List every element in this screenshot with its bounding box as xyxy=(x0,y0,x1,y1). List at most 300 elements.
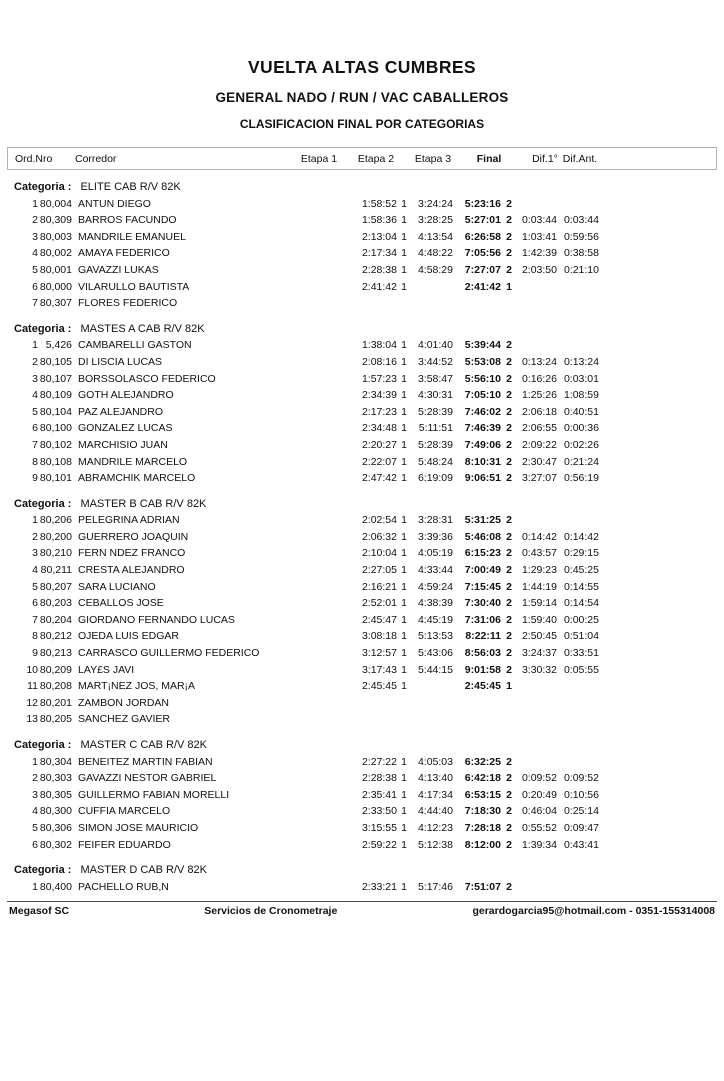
cell-stage-count-2 xyxy=(501,295,517,312)
cell-dif-first xyxy=(517,279,557,296)
header-final: Final xyxy=(476,153,502,165)
header-ord-nro: Ord.Nro xyxy=(15,153,53,165)
cell-position: 8 xyxy=(32,630,38,643)
cell-bib-number: 80,305 xyxy=(39,788,72,801)
cell-stage-count-2: 2 xyxy=(506,788,512,801)
cell-stage-count-1: 1 xyxy=(401,772,407,785)
cell-etapa2-time: 2:52:01 xyxy=(361,597,397,610)
table-row xyxy=(0,837,724,854)
cell-etapa3-time: 3:24:24 xyxy=(417,197,453,210)
cell-dif-first: 0:16:26 xyxy=(521,372,557,385)
cell-stage-count-1: 1 xyxy=(401,630,407,643)
table-row xyxy=(0,454,724,471)
category-label xyxy=(0,321,724,338)
cell-position: 4 xyxy=(32,389,38,402)
cell-etapa2-time: 3:12:57 xyxy=(361,647,397,660)
cell-runner-name: OJEDA LUIS EDGAR xyxy=(78,630,179,643)
cell-dif-ant: 0:21:24 xyxy=(563,455,599,468)
table-row xyxy=(0,662,724,679)
cell-dif-ant: 0:13:24 xyxy=(563,355,599,368)
cell-final-time xyxy=(453,295,501,312)
cell-etapa2-time: 3:17:43 xyxy=(361,663,397,676)
category-name: ELITE CAB R/V 82K xyxy=(80,181,181,193)
table-row xyxy=(0,545,724,562)
cell-stage-count-2: 2 xyxy=(506,455,512,468)
cell-etapa3-time: 4:01:40 xyxy=(417,339,453,352)
cell-etapa3-time: 5:43:06 xyxy=(417,647,453,660)
cell-etapa2-time: 1:58:52 xyxy=(361,197,397,210)
cell-dif-first: 1:59:40 xyxy=(521,613,557,626)
cell-final-time: 6:42:18 xyxy=(464,772,501,785)
cell-final-time: 6:32:25 xyxy=(464,755,501,768)
cell-bib-number: 80,212 xyxy=(39,630,72,643)
cell-position: 4 xyxy=(32,805,38,818)
cell-stage-count-2 xyxy=(501,711,517,728)
category-name: MASTES A CAB R/V 82K xyxy=(80,322,205,335)
cell-runner-name: FERN NDEZ FRANCO xyxy=(78,547,186,560)
cell-dif-ant: 0:14:42 xyxy=(563,530,599,543)
cell-final-time xyxy=(453,695,501,712)
table-row xyxy=(0,803,724,820)
cell-runner-name: GAVAZZI LUKAS xyxy=(78,263,159,276)
page-heading: CLASIFICACION FINAL POR CATEGORIAS xyxy=(239,117,485,131)
cell-etapa3-time: 5:12:38 xyxy=(417,838,453,851)
cell-runner-name: CUFFIA MARCELO xyxy=(78,805,171,818)
cell-runner-name: PACHELLO RUB,N xyxy=(78,880,169,893)
cell-position: 5 xyxy=(32,263,38,276)
table-row xyxy=(0,770,724,787)
cell-runner-name: GONZALEZ LUCAS xyxy=(78,422,173,435)
cell-etapa2-time xyxy=(332,295,397,312)
cell-stage-count-1: 1 xyxy=(401,647,407,660)
cell-stage-count-1: 1 xyxy=(401,455,407,468)
cell-final-time: 7:30:40 xyxy=(464,597,501,610)
cell-final-time: 2:41:42 xyxy=(464,280,501,293)
table-row xyxy=(0,787,724,804)
cell-stage-count-2: 2 xyxy=(506,564,512,577)
cell-etapa2-time: 2:08:16 xyxy=(361,355,397,368)
cell-stage-count-1: 1 xyxy=(401,564,407,577)
table-row xyxy=(0,470,724,487)
cell-runner-name: GIORDANO FERNANDO LUCAS xyxy=(78,613,235,626)
cell-etapa3-time: 3:28:31 xyxy=(417,514,453,527)
cell-dif-first: 0:09:52 xyxy=(521,772,557,785)
cell-runner-name: AMAYA FEDERICO xyxy=(78,247,170,260)
cell-stage-count-1: 1 xyxy=(401,355,407,368)
category-rows xyxy=(0,512,724,728)
category-label xyxy=(0,737,724,754)
cell-runner-name: ABRAMCHIK MARCELO xyxy=(78,472,196,485)
cell-etapa2-time: 2:33:50 xyxy=(361,805,397,818)
cell-bib-number: 80,004 xyxy=(39,197,72,210)
cell-bib-number: 80,205 xyxy=(39,713,72,726)
cell-final-time: 7:31:06 xyxy=(464,613,501,626)
cell-etapa3-time: 4:30:31 xyxy=(417,389,453,402)
cell-final-time: 6:15:23 xyxy=(464,547,501,560)
cell-stage-count-1: 1 xyxy=(401,247,407,260)
cell-dif-first: 2:09:22 xyxy=(521,438,557,451)
cell-dif-ant: 0:14:55 xyxy=(563,580,599,593)
cell-runner-name: CARRASCO GUILLERMO FEDERICO xyxy=(78,647,260,660)
cell-runner-name: GAVAZZI NESTOR GABRIEL xyxy=(78,772,217,785)
cell-dif-ant: 0:38:58 xyxy=(563,247,599,260)
cell-final-time: 2:45:45 xyxy=(464,680,501,693)
cell-dif-ant: 0:14:54 xyxy=(563,597,599,610)
cell-etapa3-time: 6:19:09 xyxy=(417,472,453,485)
header-dif-first: Dif.1° xyxy=(532,153,558,165)
cell-bib-number: 80,211 xyxy=(40,564,72,577)
cell-stage-count-1: 1 xyxy=(401,805,407,818)
cell-bib-number: 80,300 xyxy=(39,805,72,818)
cell-dif-ant: 0:25:14 xyxy=(563,805,599,818)
cell-etapa3-time: 3:58:47 xyxy=(417,372,453,385)
cell-stage-count-2: 2 xyxy=(506,389,512,402)
cell-etapa2-time: 2:13:04 xyxy=(361,230,397,243)
category-rows xyxy=(0,337,724,486)
cell-stage-count-1: 1 xyxy=(401,755,407,768)
cell-runner-name: GOTH ALEJANDRO xyxy=(78,389,174,402)
cell-runner-name: MART¡NEZ JOS, MAR¡A xyxy=(78,680,196,693)
cell-dif-first: 3:30:32 xyxy=(521,663,557,676)
table-row xyxy=(0,628,724,645)
cell-position: 1 xyxy=(32,755,38,768)
cell-dif-first: 2:03:50 xyxy=(521,263,557,276)
page-title: VUELTA ALTAS CUMBRES xyxy=(247,57,477,77)
cell-dif-first: 0:55:52 xyxy=(521,821,557,834)
cell-position: 3 xyxy=(32,230,38,243)
cell-dif-first xyxy=(517,879,557,896)
footer-service: Servicios de Cronometraje xyxy=(204,905,338,918)
table-row xyxy=(0,404,724,421)
cell-etapa3-time: 4:48:22 xyxy=(417,247,453,260)
cell-dif-first xyxy=(517,512,557,529)
cell-etapa3-time xyxy=(411,711,453,728)
cell-final-time: 5:27:01 xyxy=(464,214,501,227)
cell-bib-number: 80,400 xyxy=(39,880,72,893)
table-row xyxy=(0,437,724,454)
cell-etapa3-time: 4:05:19 xyxy=(417,547,453,560)
cell-stage-count-2: 2 xyxy=(506,197,512,210)
category-name: MASTER B CAB R/V 82K xyxy=(80,497,207,510)
cell-stage-count-2: 2 xyxy=(506,514,512,527)
cell-stage-count-1: 1 xyxy=(401,197,407,210)
cell-stage-count-1: 1 xyxy=(401,339,407,352)
table-row xyxy=(0,695,724,712)
cell-stage-count-1: 1 xyxy=(401,230,407,243)
cell-etapa3-time: 4:44:40 xyxy=(417,805,453,818)
cell-stage-count-2: 2 xyxy=(506,630,512,643)
cell-position: 5 xyxy=(32,580,38,593)
header-dif-ant: Dif.Ant. xyxy=(562,153,598,165)
cell-runner-name: MARCHISIO JUAN xyxy=(78,438,168,451)
cell-bib-number: 80,100 xyxy=(39,422,72,435)
cell-etapa3-time: 5:11:51 xyxy=(418,422,453,435)
cell-stage-count-2: 2 xyxy=(506,422,512,435)
cell-dif-ant xyxy=(557,196,599,213)
cell-final-time: 7:51:07 xyxy=(464,880,501,893)
table-row xyxy=(0,420,724,437)
cell-dif-ant: 0:51:04 xyxy=(563,630,599,643)
cell-position: 4 xyxy=(32,564,38,577)
cell-stage-count-1 xyxy=(397,295,411,312)
cell-final-time: 7:49:06 xyxy=(464,438,501,451)
table-row xyxy=(0,262,724,279)
cell-etapa2-time: 2:59:22 xyxy=(361,838,397,851)
cell-position: 7 xyxy=(32,438,38,451)
cell-bib-number: 80,207 xyxy=(39,580,72,593)
cell-etapa2-time: 2:27:05 xyxy=(361,564,397,577)
cell-dif-first xyxy=(517,678,557,695)
cell-runner-name: DI LISCIA LUCAS xyxy=(78,355,163,368)
cell-runner-name: CAMBARELLI GASTON xyxy=(78,339,192,352)
cell-etapa3-time: 4:13:54 xyxy=(417,230,453,243)
cell-etapa2-time: 1:38:04 xyxy=(361,339,397,352)
cell-stage-count-1: 1 xyxy=(401,580,407,593)
cell-stage-count-1: 1 xyxy=(401,405,407,418)
cell-final-time: 7:15:45 xyxy=(464,580,501,593)
cell-etapa3-time: 5:28:39 xyxy=(417,405,453,418)
cell-stage-count-1: 1 xyxy=(401,838,407,851)
cell-dif-ant: 0:45:25 xyxy=(563,564,599,577)
cell-stage-count-2: 2 xyxy=(506,597,512,610)
table-row xyxy=(0,645,724,662)
cell-final-time xyxy=(453,711,501,728)
cell-etapa3-time xyxy=(411,295,453,312)
cell-etapa3-time: 5:44:15 xyxy=(417,663,453,676)
cell-dif-first: 1:25:26 xyxy=(521,389,557,402)
cell-etapa2-time: 2:34:39 xyxy=(361,389,397,402)
cell-final-time: 9:06:51 xyxy=(464,472,501,485)
cell-etapa2-time: 2:22:07 xyxy=(361,455,397,468)
cell-dif-first xyxy=(517,196,557,213)
cell-position: 2 xyxy=(32,530,38,543)
cell-dif-first: 0:03:44 xyxy=(521,214,557,227)
cell-stage-count-1: 1 xyxy=(401,530,407,543)
cell-dif-ant xyxy=(557,879,599,896)
cell-stage-count-1: 1 xyxy=(401,821,407,834)
cell-dif-ant xyxy=(557,337,599,354)
table-header-row xyxy=(7,147,717,170)
cell-stage-count-1: 1 xyxy=(401,422,407,435)
cell-dif-ant: 0:05:55 xyxy=(563,663,599,676)
cell-dif-ant: 0:21:10 xyxy=(563,263,599,276)
cell-etapa3-time: 4:17:34 xyxy=(417,788,453,801)
cell-stage-count-1 xyxy=(397,711,411,728)
cell-stage-count-2: 2 xyxy=(506,405,512,418)
cell-etapa2-time: 3:08:18 xyxy=(361,630,397,643)
category-section xyxy=(0,321,724,487)
cell-position: 7 xyxy=(32,297,38,310)
cell-position: 3 xyxy=(32,372,38,385)
cell-stage-count-2: 2 xyxy=(506,772,512,785)
category-name: MASTER C CAB R/V 82K xyxy=(80,739,208,751)
cell-stage-count-1: 1 xyxy=(401,372,407,385)
cell-etapa2-time: 2:28:38 xyxy=(361,772,397,785)
cell-dif-ant xyxy=(557,678,599,695)
cell-etapa3-time: 5:28:39 xyxy=(417,438,453,451)
header-corredor: Corredor xyxy=(75,153,117,165)
cell-final-time: 7:28:18 xyxy=(464,821,501,834)
cell-etapa3-time: 4:05:03 xyxy=(417,755,453,768)
cell-final-time: 7:05:56 xyxy=(464,247,501,260)
cell-stage-count-2: 2 xyxy=(506,613,512,626)
cell-position: 13 xyxy=(26,713,38,726)
cell-final-time: 8:22:11 xyxy=(465,630,501,643)
cell-position: 1 xyxy=(32,197,38,210)
cell-final-time: 5:46:08 xyxy=(464,530,501,543)
cell-dif-ant: 1:08:59 xyxy=(563,389,599,402)
results-document xyxy=(0,57,724,1081)
cell-stage-count-2: 2 xyxy=(506,355,512,368)
cell-stage-count-1: 1 xyxy=(401,472,407,485)
cell-stage-count-1: 1 xyxy=(401,788,407,801)
cell-position: 10 xyxy=(26,663,38,676)
cell-dif-first: 2:06:18 xyxy=(521,405,557,418)
cell-dif-first: 3:24:37 xyxy=(521,647,557,660)
cell-runner-name: BARROS FACUNDO xyxy=(78,214,177,227)
results-table xyxy=(0,179,724,895)
cell-dif-ant xyxy=(557,512,599,529)
category-section xyxy=(0,737,724,853)
cell-bib-number: 80,303 xyxy=(39,772,72,785)
cell-runner-name: ANTUN DIEGO xyxy=(78,197,151,210)
category-section xyxy=(0,862,724,895)
cell-stage-count-1: 1 xyxy=(401,547,407,560)
cell-runner-name: PELEGRINA ADRIAN xyxy=(78,514,180,527)
cell-runner-name: FEIFER EDUARDO xyxy=(78,838,171,851)
cell-stage-count-2: 1 xyxy=(506,280,512,293)
cell-stage-count-2: 2 xyxy=(506,805,512,818)
cell-dif-ant: 0:29:15 xyxy=(563,547,599,560)
table-row xyxy=(0,678,724,695)
category-label-prefix: Categoria : xyxy=(14,322,72,335)
cell-etapa3-time: 4:12:23 xyxy=(417,821,453,834)
cell-etapa2-time: 2:45:45 xyxy=(361,680,397,693)
cell-dif-ant xyxy=(557,711,599,728)
cell-dif-first: 1:42:39 xyxy=(521,247,557,260)
cell-runner-name: GUERRERO JOAQUIN xyxy=(78,530,189,543)
cell-final-time: 5:53:08 xyxy=(464,355,501,368)
cell-etapa3-time: 4:33:44 xyxy=(417,564,453,577)
cell-dif-first: 3:27:07 xyxy=(521,472,557,485)
cell-etapa3-time: 3:39:36 xyxy=(417,530,453,543)
table-row xyxy=(0,711,724,728)
cell-position: 6 xyxy=(32,422,38,435)
cell-etapa2-time: 2:06:32 xyxy=(361,530,397,543)
cell-position: 2 xyxy=(32,355,38,368)
cell-etapa3-time: 4:58:29 xyxy=(417,263,453,276)
cell-stage-count-2: 2 xyxy=(506,438,512,451)
cell-dif-first xyxy=(517,711,557,728)
cell-bib-number: 80,102 xyxy=(39,438,72,451)
cell-stage-count-2: 2 xyxy=(506,838,512,851)
cell-dif-first: 0:13:24 xyxy=(521,355,557,368)
cell-etapa2-time xyxy=(332,711,397,728)
footer-company: Megasof SC xyxy=(9,905,70,918)
cell-dif-first xyxy=(517,695,557,712)
cell-bib-number: 80,000 xyxy=(39,280,72,293)
footer xyxy=(9,904,715,919)
cell-etapa2-time: 2:34:48 xyxy=(361,422,397,435)
table-row xyxy=(0,512,724,529)
category-label-prefix: Categoria : xyxy=(14,864,72,877)
cell-bib-number: 80,204 xyxy=(39,613,72,626)
cell-position: 1 xyxy=(32,514,38,527)
cell-runner-name: VILARULLO BAUTISTA xyxy=(78,280,190,293)
cell-bib-number: 80,213 xyxy=(39,647,72,660)
cell-stage-count-2: 2 xyxy=(506,339,512,352)
category-section xyxy=(0,496,724,728)
cell-dif-first: 1:59:14 xyxy=(521,597,557,610)
cell-final-time: 7:18:30 xyxy=(464,805,501,818)
cell-final-time: 8:10:31 xyxy=(464,455,501,468)
cell-etapa2-time: 2:41:42 xyxy=(361,280,397,293)
cell-etapa3-time: 4:38:39 xyxy=(417,597,453,610)
cell-dif-ant xyxy=(557,295,599,312)
cell-dif-ant: 0:00:36 xyxy=(563,422,599,435)
cell-runner-name: MANDRILE MARCELO xyxy=(78,455,188,468)
cell-final-time: 7:46:39 xyxy=(464,422,501,435)
cell-stage-count-2: 2 xyxy=(506,647,512,660)
cell-etapa2-time: 2:35:41 xyxy=(361,788,397,801)
cell-etapa2-time: 2:33:21 xyxy=(361,880,397,893)
cell-bib-number: 80,302 xyxy=(39,838,72,851)
cell-etapa3-time: 4:45:19 xyxy=(417,613,453,626)
cell-position: 1 xyxy=(32,880,38,893)
cell-dif-ant: 0:00:25 xyxy=(563,613,599,626)
cell-stage-count-1: 1 xyxy=(401,438,407,451)
page-subtitle: GENERAL NADO / RUN / VAC CABALLEROS xyxy=(215,90,509,105)
cell-position: 5 xyxy=(32,405,38,418)
cell-dif-first: 0:46:04 xyxy=(521,805,557,818)
cell-final-time: 7:00:49 xyxy=(464,564,501,577)
cell-dif-first xyxy=(517,337,557,354)
cell-etapa3-time: 5:17:46 xyxy=(417,880,453,893)
cell-dif-first: 0:20:49 xyxy=(521,788,557,801)
cell-position: 5 xyxy=(32,821,38,834)
cell-bib-number: 80,210 xyxy=(39,547,72,560)
cell-bib-number: 80,309 xyxy=(39,214,72,227)
cell-position: 9 xyxy=(32,647,38,660)
cell-dif-ant: 0:03:44 xyxy=(563,214,599,227)
cell-stage-count-1: 1 xyxy=(401,880,407,893)
cell-dif-ant xyxy=(557,754,599,771)
cell-bib-number: 80,307 xyxy=(39,297,72,310)
cell-final-time: 5:39:44 xyxy=(464,339,501,352)
cell-stage-count-2: 2 xyxy=(506,755,512,768)
cell-dif-ant xyxy=(557,695,599,712)
category-label-prefix: Categoria : xyxy=(14,497,72,510)
cell-stage-count-2: 2 xyxy=(506,821,512,834)
category-label xyxy=(0,496,724,513)
cell-stage-count-2: 2 xyxy=(506,580,512,593)
cell-dif-first xyxy=(517,754,557,771)
cell-bib-number: 80,109 xyxy=(39,389,72,402)
cell-dif-ant: 0:56:19 xyxy=(563,472,599,485)
category-section xyxy=(0,179,724,312)
cell-dif-ant: 0:09:52 xyxy=(563,772,599,785)
table-row xyxy=(0,354,724,371)
cell-bib-number: 80,208 xyxy=(39,680,72,693)
cell-stage-count-2: 2 xyxy=(506,372,512,385)
cell-etapa2-time: 2:47:42 xyxy=(361,472,397,485)
cell-position: 6 xyxy=(32,838,38,851)
cell-stage-count-2: 2 xyxy=(506,547,512,560)
cell-bib-number: 80,003 xyxy=(39,230,72,243)
cell-bib-number: 80,104 xyxy=(39,405,72,418)
cell-runner-name: BORSSOLASCO FEDERICO xyxy=(78,372,216,385)
cell-bib-number: 80,306 xyxy=(39,821,72,834)
